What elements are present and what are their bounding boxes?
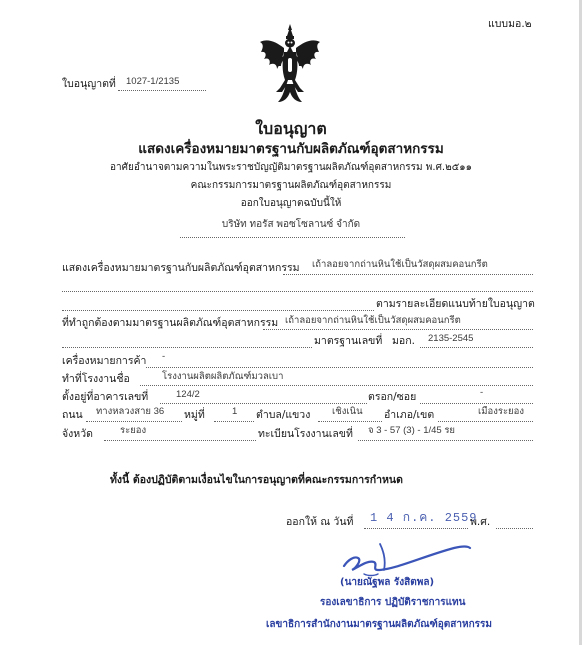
building-label: ตั้งอยู่ที่อาคารเลขที่ — [62, 391, 149, 403]
authority-line-1: อาศัยอำนาจตามความในพระราชบัญญัติมาตรฐานผลิตภัณฑ์อุตสาหกรรม พ.ศ.๒๕๑๑ — [110, 162, 472, 173]
blank-dots-2 — [62, 310, 374, 311]
document-title: ใบอนุญาต — [255, 119, 327, 138]
road-dots — [86, 421, 182, 422]
garuda-emblem-icon — [258, 22, 322, 104]
factory-value: โรงงานผลิตผลิตภัณฑ์มวลเบา — [162, 371, 284, 382]
issue-era-dots — [496, 528, 533, 529]
road-label: ถนน — [62, 409, 83, 421]
subdistrict-value: เชิงเนิน — [332, 406, 363, 417]
standard-value: เถ้าลอยจากถ่านหินใช้เป็นวัสดุผสมคอนกรีต — [285, 315, 461, 326]
alley-value: - — [480, 387, 484, 398]
issue-date-dots — [364, 528, 468, 529]
signer-name: (นายณัฐพล รังสิตพล) — [340, 577, 435, 588]
blank-dots-3 — [62, 347, 312, 348]
mark-dots — [283, 274, 533, 275]
subdistrict-label: ตำบล/แขวง — [256, 409, 311, 421]
alley-dots — [420, 403, 533, 404]
mark-label: แสดงเครื่องหมายมาตรฐานกับผลิตภัณฑ์อุตสาหกรรม — [62, 262, 300, 274]
factory-label: ทำที่โรงงานชื่อ — [62, 373, 130, 385]
authority-line-2: คณะกรรมการมาตรฐานผลิตภัณฑ์อุตสาหกรรม — [190, 180, 392, 191]
standard-no-dots — [420, 347, 533, 348]
factory-reg-label: ทะเบียนโรงงานเลขที่ — [258, 428, 353, 440]
standard-no-prefix: มอก. — [392, 335, 415, 347]
factory-reg-dots — [358, 440, 533, 441]
subdistrict-dots — [318, 421, 382, 422]
province-dots — [104, 440, 256, 441]
mark-value: เถ้าลอยจากถ่านหินใช้เป็นวัสดุผสมคอนกรีต — [312, 259, 488, 270]
trademark-dots — [146, 367, 533, 368]
moo-dots — [214, 421, 254, 422]
building-value: 124/2 — [176, 389, 200, 400]
signer-office: เลขาธิการสำนักงานมาตรฐานผลิตภัณฑ์อุตสาหกรรม — [266, 619, 492, 630]
trademark-label: เครื่องหมายการค้า — [62, 355, 147, 367]
standard-no-label: มาตรฐานเลขที่ — [314, 335, 383, 347]
province-label: จังหวัด — [62, 428, 93, 440]
signature-mark-icon — [334, 536, 484, 580]
moo-label: หมู่ที่ — [184, 409, 205, 421]
company-dots — [180, 237, 405, 238]
condition-text: ทั้งนี้ ต้องปฏิบัติตามเงื่อนไขในการอนุญาตที่คณะกรรมการกำหนด — [110, 474, 403, 486]
building-dots — [160, 403, 367, 404]
form-code: แบบมอ.๒ — [488, 18, 532, 30]
blank-dots-1 — [62, 291, 533, 292]
standard-label: ที่ทำถูกต้องตามมาตรฐานผลิตภัณฑ์อุตสาหกรรม — [62, 317, 279, 329]
road-value: ทางหลวงสาย 36 — [96, 406, 165, 417]
alley-label: ตรอก/ซอย — [368, 391, 417, 403]
moo-value: 1 — [232, 406, 238, 417]
factory-reg-value: จ 3 - 57 (3) - 1/45 รย — [368, 425, 455, 436]
factory-dots — [140, 385, 533, 386]
license-no-label: ใบอนุญาตที่ — [62, 78, 116, 90]
license-no-dots — [118, 90, 206, 91]
district-value: เมืองระยอง — [478, 406, 524, 417]
issue-era: พ.ศ. — [470, 516, 491, 528]
company-name: บริษัท ทอรัส พอซโซลานซ์ จำกัด — [221, 219, 361, 230]
district-dots — [438, 421, 533, 422]
license-no-value: 1027-1/2135 — [126, 76, 180, 87]
issue-date-label: ออกให้ ณ วันที่ — [286, 516, 354, 528]
details-suffix: ตามรายละเอียดแนบท้ายใบอนุญาต — [376, 298, 535, 310]
province-value: ระยอง — [120, 425, 147, 436]
authority-line-3: ออกใบอนุญาตฉบับนี้ให้ — [240, 198, 342, 209]
signer-position: รองเลขาธิการ ปฏิบัติราชการแทน — [320, 597, 466, 608]
standard-no-value: 2135-2545 — [428, 333, 474, 344]
issue-date-value: 1 4 ก.ค. 2559 — [370, 511, 478, 525]
trademark-value: - — [162, 351, 166, 362]
standard-dots — [263, 329, 533, 330]
document-subtitle: แสดงเครื่องหมายมาตรฐานกับผลิตภัณฑ์อุตสาหกรรม — [138, 141, 444, 157]
district-label: อำเภอ/เขต — [384, 409, 435, 421]
